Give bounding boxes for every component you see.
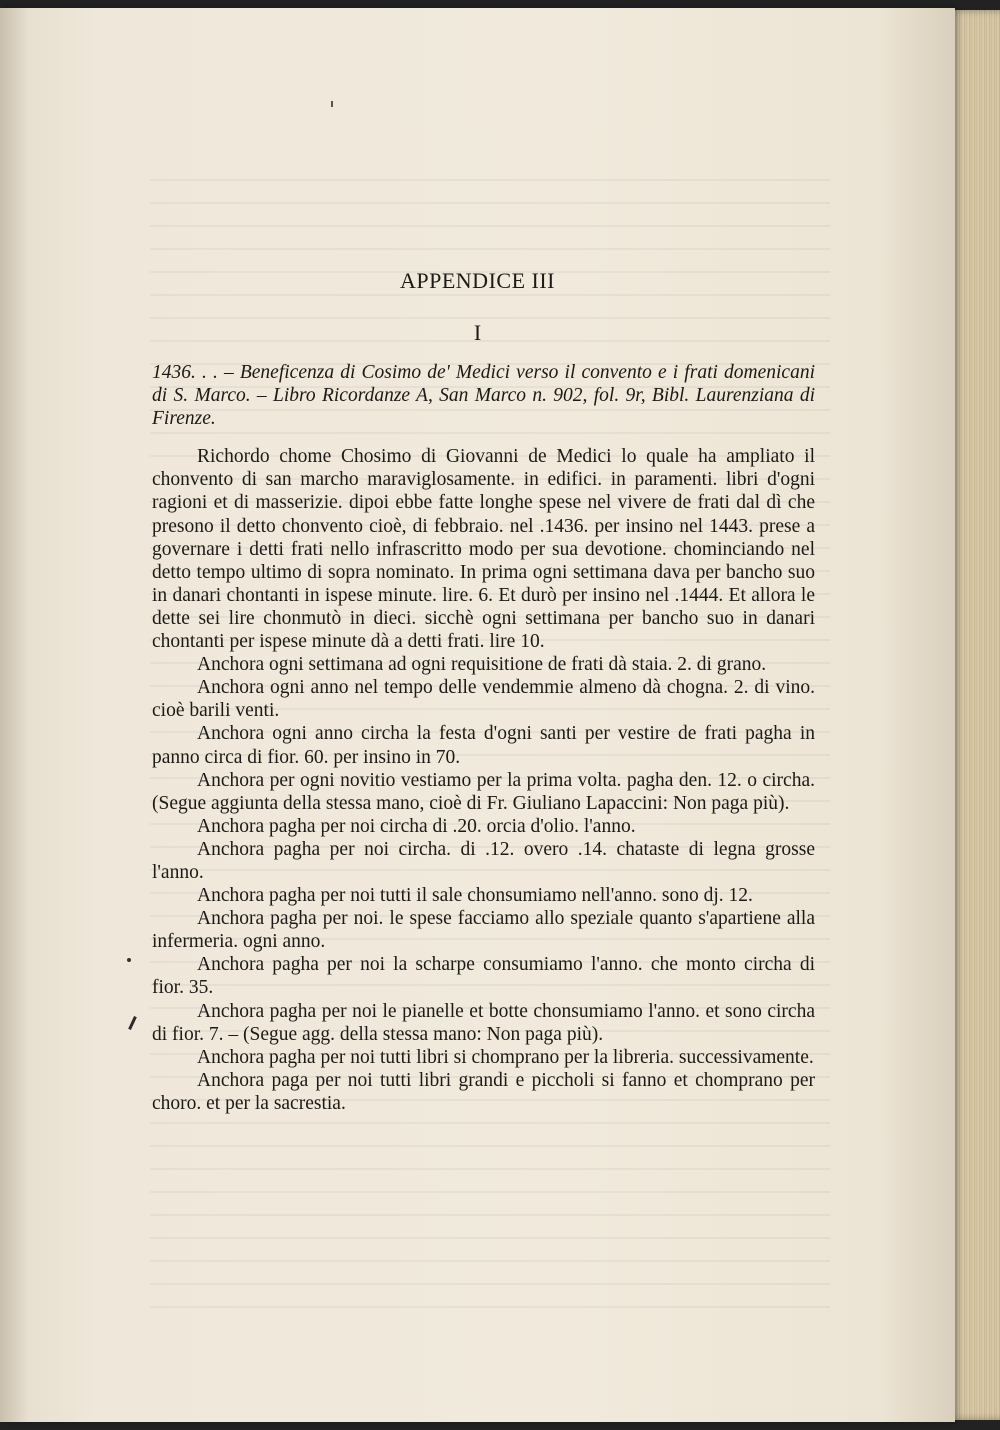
paragraph-legna: Anchora pagha per noi circha. di .12. overo .14. chataste di legna grosse l'anno. bbox=[152, 838, 815, 883]
paragraph-panno: Anchora ogni anno circha la festa d'ogni santi per vestire de frati pagha in panno circa di fior. 60. per insino in 70. bbox=[152, 723, 815, 768]
paragraph-olio: Anchora pagha per noi circha di .20. orcia d'olio. l'anno. bbox=[197, 815, 636, 837]
document-body bbox=[152, 361, 815, 1115]
document-heading: 1436. . . – Beneficenza di Cosimo de' Medici verso il convento e i frati domenicani di S. Marco. – Libro Ricordanze A, San Marco n. 902, fol. 9r, Bibl. Laurenziana di Firenze. bbox=[152, 362, 815, 430]
margin-pencil-mark bbox=[128, 1016, 137, 1030]
paragraph-grano: Anchora ogni settimana ad ogni requisitione de frati dà staia. 2. di grano. bbox=[197, 654, 767, 676]
paragraph-vino: Anchora ogni anno nel tempo delle vendemmie almeno dà chogna. 2. di vino. cioè barili venti. bbox=[152, 677, 815, 722]
paragraph-libreria: Anchora pagha per noi tutti libri si chomprano per la libreria. successivamente. bbox=[197, 1046, 814, 1068]
paragraph-sale: Anchora pagha per noi tutti il sale chonsumiamo nell'anno. sono dj. 12. bbox=[197, 885, 753, 907]
paragraph-novitio: Anchora per ogni novitio vestiamo per la prima volta. pagha den. 12. o circha. (Segue aggiunta della stessa mano, cioè di Fr. Giuliano Lapaccini: Non paga più). bbox=[152, 769, 815, 814]
margin-dot bbox=[127, 958, 131, 962]
paragraph-richordo: Richordo chome Chosimo di Giovanni de Medici lo quale ha ampliato il chonvento di san marcho maraviglosamente. in edifici. in paramenti. libri d'ogni ragioni et di masserizie. dipoi ebbe fatte longhe spese nel vivere de frati dal dì che presono il detto chonvento cioè, di febbraio. nel .1436. per insino nel 1443. prese a governare i detti frati nello infrascritto modo per sua devotione. chominciando nel detto tempo ultimo di sopra nominato. In prima ogni settimana dava per bancho suo in danari chontanti in ispese minute. lire. 6. Et durò per insino nel .1444. Et allora le dette sei lire chonmutò in dieci. sicchè ogni settimana per bancho suo in danari chontanti per ispese minute dà a detti frati. lire 10. bbox=[152, 446, 815, 653]
ink-speck bbox=[331, 101, 333, 107]
paragraph-pianelle: Anchora pagha per noi le pianelle et botte chonsumiamo l'anno. et sono circha di fior. 7. – (Segue agg. della stessa mano: Non paga più). bbox=[152, 1000, 815, 1045]
paragraph-scharpe: Anchora pagha per noi la scharpe consumiamo l'anno. che monto circha di fior. 35. bbox=[152, 954, 815, 999]
paragraph-speziale: Anchora pagha per noi. le spese facciamo allo speziale quanto s'apartiene alla infermeria. ogni anno. bbox=[152, 908, 815, 953]
paragraph-choro: Anchora paga per noi tutti libri grandi e piccholi si fanno et chomprano per choro. et per la sacrestia. bbox=[152, 1069, 815, 1114]
section-numeral: I bbox=[473, 320, 482, 345]
book-page bbox=[0, 8, 955, 1422]
appendix-title: APPENDICE III bbox=[400, 268, 555, 293]
